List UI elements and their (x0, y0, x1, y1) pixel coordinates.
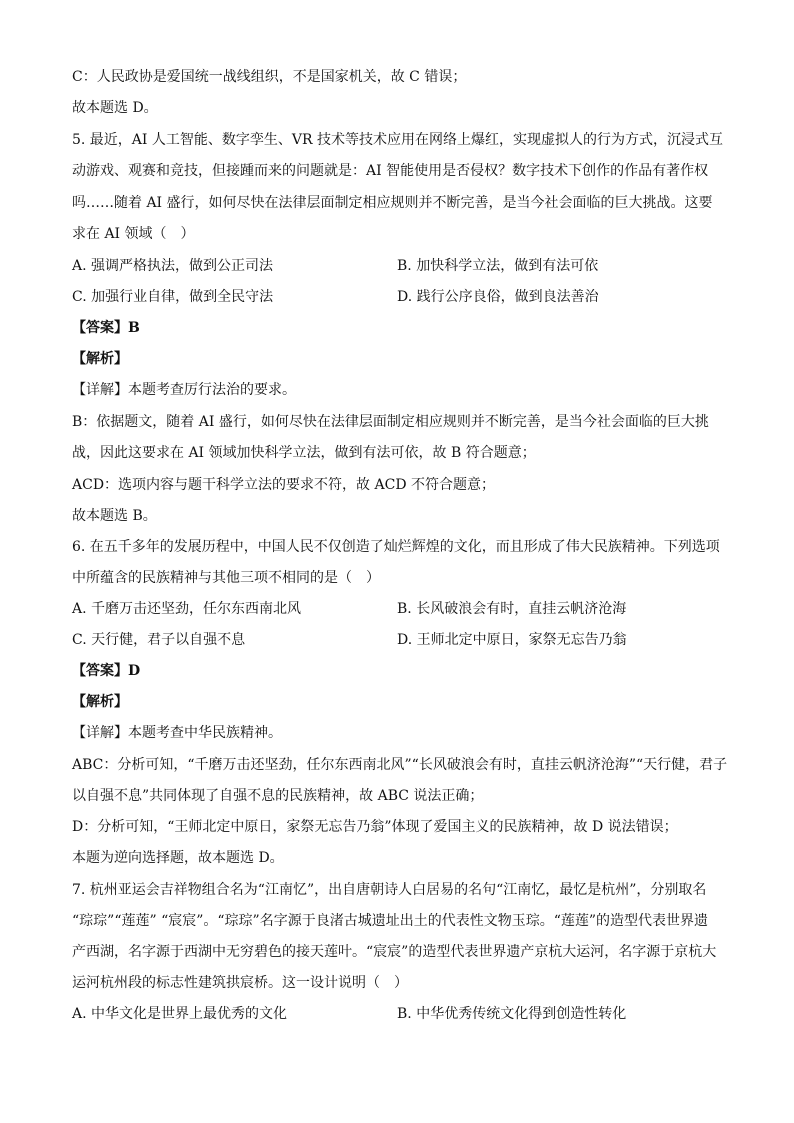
q7-stem-line: 产西湖，名字源于西湖中无穷碧色的接天莲叶。“宸宸”的造型代表世界遗产京杭大运河，名字源于京杭大 (72, 944, 717, 960)
q6-stem-line: 中所蕴含的民族精神与其他三项不相同的是（ ） (72, 570, 380, 586)
q6-detail-line: 【详解】本题考查中华民族精神。 (72, 725, 282, 741)
q5-option-a: A. 强调严格执法，做到公正司法 (72, 258, 274, 274)
q7-stem-line: 运河杭州段的标志性建筑拱宸桥。这一设计说明（ ） (72, 975, 408, 991)
q5-detail-line: 战，因此这要求在 AI 领域加快科学立法，做到有法可依，故 B 符合题意； (72, 445, 536, 461)
q5-analysis-heading: 【解析】 (72, 351, 128, 367)
q5-stem-line: 吗……随着 AI 盛行，如何尽快在法律层面制定相应规则并不断完善，是当今社会面临的巨大挑战。这要 (72, 195, 713, 211)
q6-option-d: D. 王师北定中原日，家祭无忘告乃翁 (397, 632, 627, 648)
q6-stem-line: 6. 在五千多年的发展历程中，中国人民不仅创造了灿烂辉煌的文化，而且形成了伟大民族精神。下列选项 (72, 539, 720, 555)
q5-stem-line: 5. 最近，AI 人工智能、数字孪生、VR 技术等技术应用在网络上爆红，实现虚拟人的行为方式，沉浸式互 (72, 132, 723, 148)
q5-detail-line: ACD：选项内容与题干科学立法的要求不符，故 ACD 不符合题意； (72, 477, 495, 493)
q6-detail-line: 本题为逆向选择题，故本题选 D。 (72, 850, 284, 866)
q7-option-a: A. 中华文化是世界上最优秀的文化 (72, 1006, 288, 1022)
q7-stem-line: 7. 杭州亚运会吉祥物组合名为“江南忆”，出自唐朝诗人白居易的名句“江南忆，最忆是杭州”，分别取名 (72, 882, 707, 898)
q6-option-a: A. 千磨万击还坚劲，任尔东西南北风 (72, 601, 302, 617)
q6-detail-line: 以自强不息”共同体现了自强不息的民族精神，故 ABC 说法正确； (72, 788, 484, 804)
q5-detail-line: 【详解】本题考查厉行法治的要求。 (72, 382, 296, 398)
q5-stem-line: 求在 AI 领域（ ） (72, 226, 195, 242)
q5-stem-line: 动游戏、观赛和竞技，但接踵而来的问题就是：AI 智能使用是否侵权？数字技术下创作的作品有著作权 (72, 163, 709, 179)
q5-detail-line: B：依据题文，随着 AI 盛行，如何尽快在法律层面制定相应规则并不断完善，是当今社会面临的巨大挑 (72, 414, 709, 430)
text-line: 故本题选 D。 (72, 100, 158, 116)
text-line: C：人民政协是爱国统一战线组织，不是国家机关，故 C 错误； (72, 69, 467, 85)
q5-option-d: D. 践行公序良俗，做到良法善治 (397, 289, 599, 305)
q6-option-c: C. 天行健，君子以自强不息 (72, 632, 246, 648)
q5-answer: 【答案】B (72, 320, 140, 336)
q7-stem-line: “琮琮”“莲莲” “宸宸”。“琮琮”名字源于良渚古城遗址出土的代表性文物玉琮。“莲莲”的造型代表世界遗 (72, 913, 709, 929)
q6-detail-line: D：分析可知，“王师北定中原日，家祭无忘告乃翁”体现了爱国主义的民族精神，故 D 说法错误； (72, 819, 678, 835)
q6-answer: 【答案】D (72, 663, 141, 679)
q5-detail-line: 故本题选 B。 (72, 508, 157, 524)
q6-detail-line: ABC：分析可知，“千磨万击还坚劲，任尔东西南北风”“长风破浪会有时，直挂云帆济沧海”“天行健，君子 (72, 757, 728, 773)
q5-option-c: C. 加强行业自律，做到全民守法 (72, 289, 274, 305)
q5-option-b: B. 加快科学立法，做到有法可依 (397, 258, 599, 274)
q6-option-b: B. 长风破浪会有时，直挂云帆济沧海 (397, 601, 627, 617)
q7-option-b: B. 中华优秀传统文化得到创造性转化 (397, 1006, 627, 1022)
q6-analysis-heading: 【解析】 (72, 694, 128, 710)
